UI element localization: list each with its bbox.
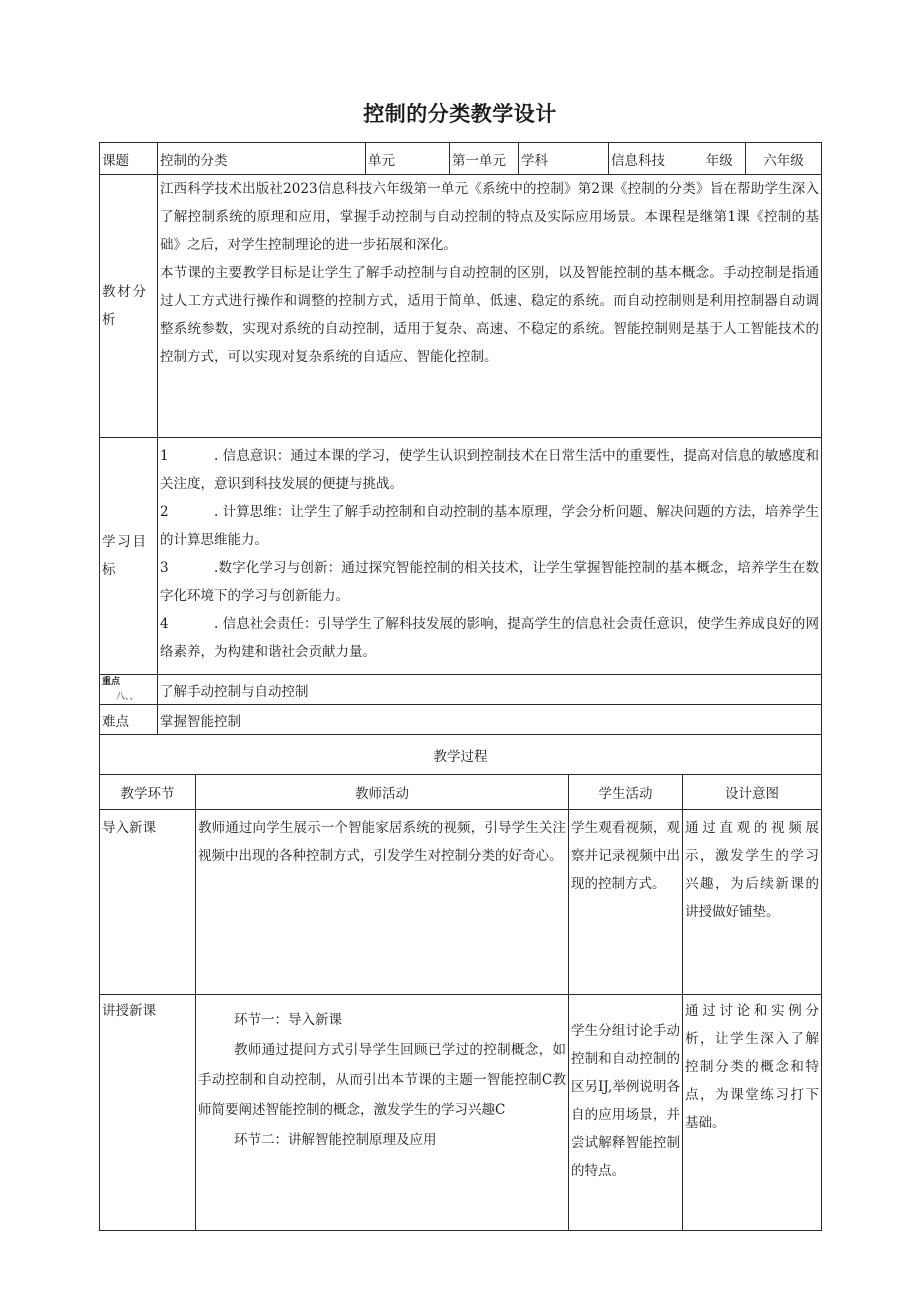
column-header: 教学环节 bbox=[100, 775, 196, 810]
objective-item bbox=[160, 498, 819, 554]
student-activity-cell bbox=[569, 995, 683, 1231]
difficulty-label: 难点 bbox=[100, 705, 158, 735]
analysis-label-text: 教材分析 bbox=[102, 284, 146, 328]
key-point-label-top: 重点 bbox=[102, 677, 121, 687]
column-header: 教师活动 bbox=[196, 775, 569, 810]
column-header: 学生活动 bbox=[569, 775, 683, 810]
objective-number: 3 bbox=[160, 560, 169, 576]
table-row bbox=[100, 810, 822, 995]
student-activity-cell bbox=[569, 810, 683, 995]
objective-item bbox=[160, 554, 819, 610]
student-activity-text: 学生观看视频，观察并记录视频中出现的控制方式。 bbox=[571, 820, 680, 892]
teacher-activity-cell bbox=[196, 810, 569, 995]
objectives-content bbox=[158, 438, 822, 675]
objectives-label bbox=[100, 438, 158, 675]
topic-label: 课题 bbox=[100, 143, 158, 175]
student-activity-text: 学生分组讨论手动控制和自动控制的区另IJ,举例说明各自的应用场景，并尝试解释智能控制的特点。 bbox=[571, 1023, 680, 1179]
teacher-activity-text: 教师通过向学生展示一个智能家居系统的视频，引导学生关注视频中出现的各种控制方式，引发学生对控制分类的好奇心。 bbox=[198, 820, 566, 864]
teacher-activity-text: 环节二：讲解智能控制原理及应用 bbox=[234, 1132, 437, 1148]
analysis-content bbox=[158, 175, 822, 438]
design-intent-cell bbox=[683, 995, 822, 1231]
teacher-activity-text: 环节一：导入新课 bbox=[234, 1012, 342, 1028]
teaching-process-table bbox=[99, 734, 822, 1231]
key-point-label bbox=[100, 675, 158, 705]
objectives-label-text: 学习目标 bbox=[102, 534, 146, 578]
design-intent-text: 通过直观的视频展示，激发学生的学习兴趣，为后续新课的讲授做好铺垫。 bbox=[685, 820, 819, 920]
teacher-activity-cell bbox=[196, 995, 569, 1231]
key-point-value: 了解手动控制与自动控制 bbox=[158, 675, 822, 705]
stage-text: 导入新课 bbox=[102, 820, 156, 836]
process-heading: 教学过程 bbox=[100, 735, 822, 775]
objective-text: . 计算思维：让学生了解手动控制和自动控制的基本原理，学会分析问题、解决问题的方法，培养学生的计算思维能力。 bbox=[160, 504, 819, 548]
analysis-paragraph: 江西科学技术出版社2023信息科技六年级第一单元《系统中的控制》第2课《控制的分类》旨在帮助学生深入了解控制系统的原理和应用，掌握手动控制与自动控制的特点及实际应用场景。本课程是继第1课《控制的基础》之后，对学生控制理论的进一步拓展和深化。 bbox=[160, 181, 819, 253]
table-row bbox=[100, 995, 822, 1231]
design-intent-text: 通过讨论和实例分析，让学生深入了解控制分类的概念和特点，为课堂练习打下基础。 bbox=[685, 1003, 819, 1131]
objective-number: 1 bbox=[160, 448, 169, 464]
grade-value: 六年级 bbox=[746, 143, 822, 175]
objective-text: .数字化学习与创新：通过探究智能控制的相关技术，让学生掌握智能控制的基本概念，培养学生在数字化环境下的学习与创新能力。 bbox=[160, 560, 819, 604]
unit-value: 第一单元 bbox=[450, 143, 519, 175]
stage-cell bbox=[100, 995, 196, 1231]
subject-label: 学科 bbox=[519, 143, 609, 175]
unit-label: 单元 bbox=[366, 143, 450, 175]
analysis-label bbox=[100, 175, 158, 438]
objective-number: 4 bbox=[160, 616, 169, 632]
objective-item bbox=[160, 610, 819, 666]
stage-text: 讲授新课 bbox=[102, 1003, 156, 1019]
difficulty-value: 掌握智能控制 bbox=[158, 705, 822, 735]
document-title: 控制的分类教学设计 bbox=[363, 102, 557, 126]
objective-item bbox=[160, 442, 819, 498]
objective-number: 2 bbox=[160, 504, 169, 520]
teacher-activity-text: 教师通过提问方式引导学生回顾已学过的控制概念，如手动控制和自动控制，从而引出本节课的主题一智能控制C教师简要阐述智能控制的概念，激发学生的学习兴趣C bbox=[198, 1042, 566, 1118]
subject-value: 信息科技 bbox=[609, 143, 694, 175]
key-point-label-bottom: 八、、 bbox=[116, 692, 139, 702]
grade-label: 年级 bbox=[694, 143, 746, 175]
objective-text: . 信息意识：通过本课的学习，使学生认识到控制技术在日常生活中的重要性，提高对信息的敏感度和关注度，意识到科技发展的便捷与挑战。 bbox=[160, 448, 819, 492]
design-intent-cell bbox=[683, 810, 822, 995]
objective-text: . 信息社会责任：引导学生了解科技发展的影响，提高学生的信息社会责任意识，使学生养成良好的网络素养，为构建和谐社会贡献力量。 bbox=[160, 616, 819, 660]
topic-value: 控制的分类 bbox=[158, 143, 366, 175]
analysis-paragraph: 本节课的主要教学目标是让学生了解手动控制与自动控制的区别，以及智能控制的基本概念。手动控制是指通过人工方式进行操作和调整的控制方式，适用于简单、低速、稳定的系统。而自动控制则是利用控制器自动调整系统参数，实现对系统的自动控制，适用于复杂、高速、不稳定的系统。智能控制则是基于人工智能技术的控制方式，可以实现对复杂系统的自适应、智能化控制。 bbox=[160, 265, 819, 365]
stage-cell bbox=[100, 810, 196, 995]
lesson-info-table bbox=[99, 142, 822, 735]
column-header: 设计意图 bbox=[683, 775, 822, 810]
